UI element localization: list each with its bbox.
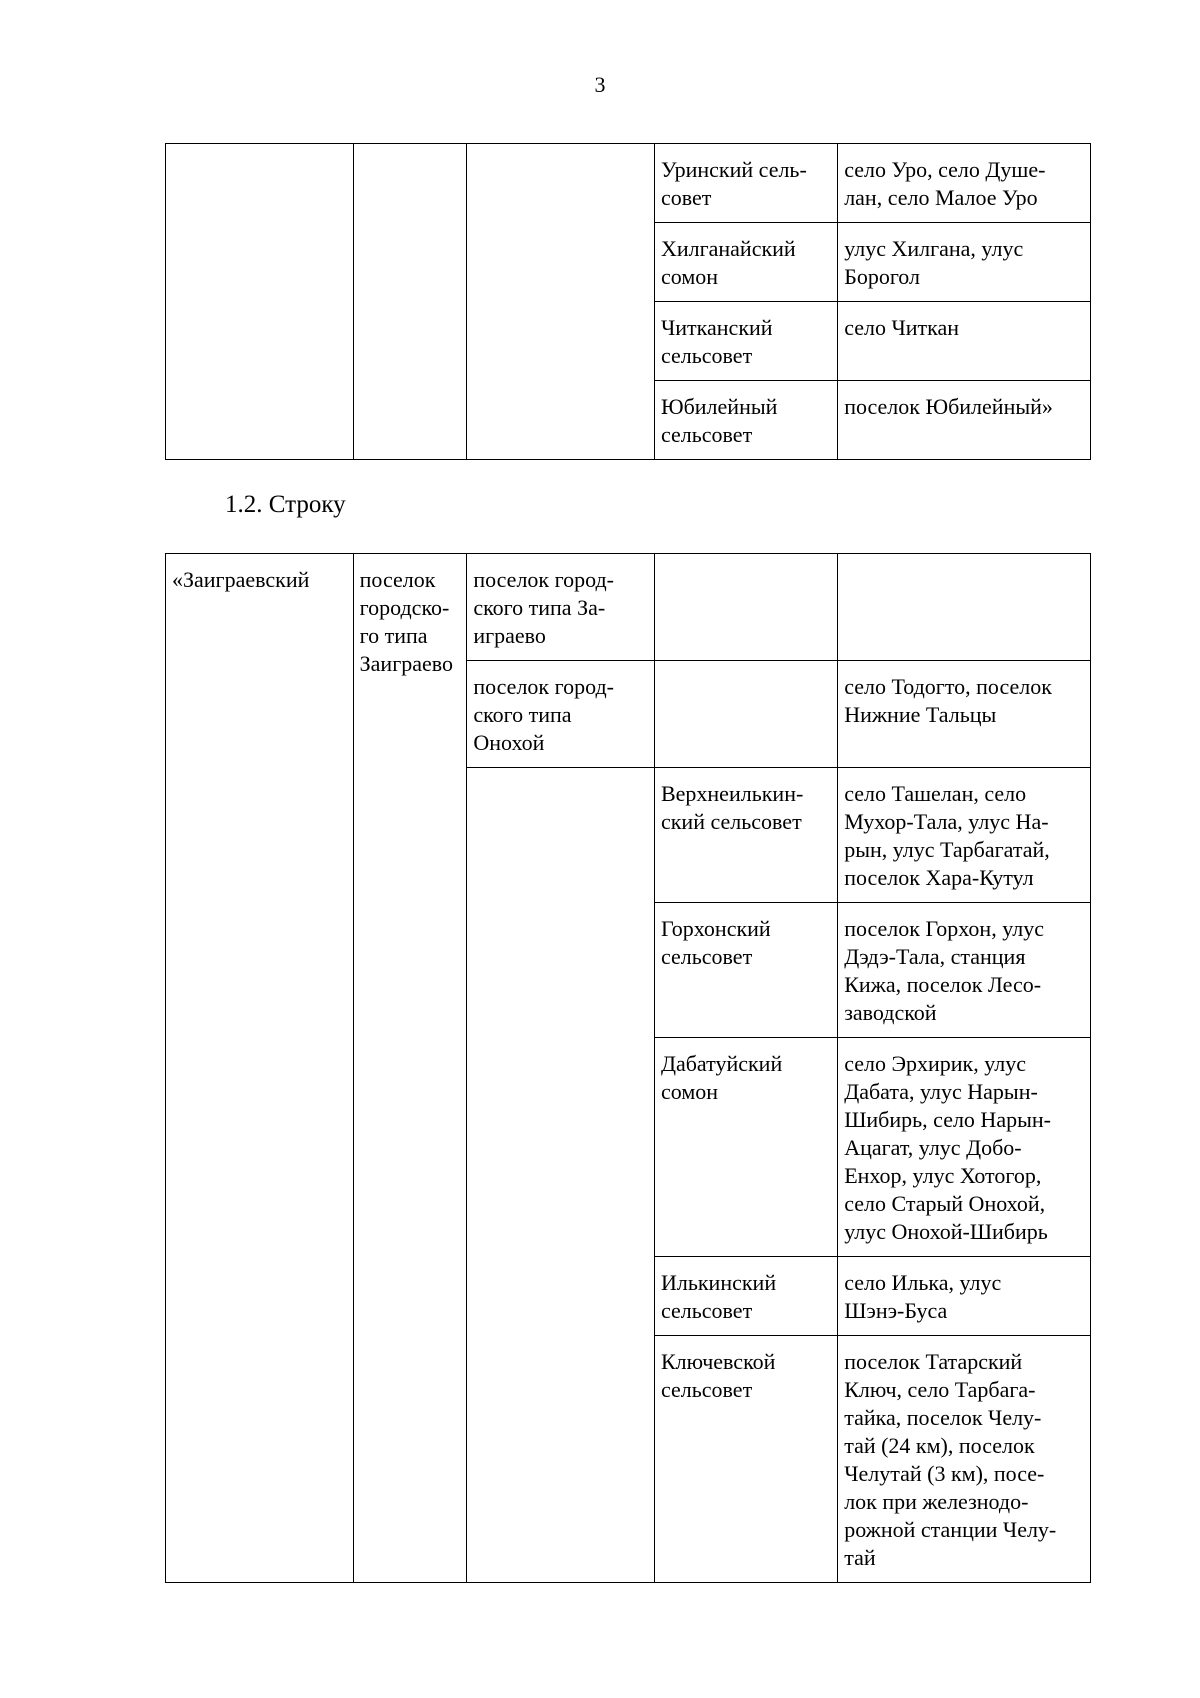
admin-unit-name <box>654 661 837 768</box>
settlements-list: поселок Татарский Ключ, село Тарбага- тайка, поселок Челу- тай (24 км), поселок Челутай (3 км), посе- лок при железнодо- рожной станции Челу- тай <box>838 1336 1091 1583</box>
admin-unit-name: Уринский сель- совет <box>654 144 837 223</box>
settlements-list <box>838 554 1091 661</box>
page-number: 3 <box>594 72 606 97</box>
settlement-cell: поселок город- ского типа Онохой <box>467 661 655 768</box>
table-row <box>166 554 1091 661</box>
settlement-cell <box>467 144 655 460</box>
settlements-list: поселок Горхон, улус Дэдэ-Тала, станция Кижа, поселок Лесо- заводской <box>838 903 1091 1038</box>
admin-unit-name: Хилганайский сомон <box>654 223 837 302</box>
admin-unit-name <box>654 554 837 661</box>
admin-unit-name: Горхонский сельсовет <box>654 903 837 1038</box>
district-cell: «Заиграевский <box>166 554 354 1583</box>
settlements-list: село Илька, улус Шэнэ-Буса <box>838 1257 1091 1336</box>
admin-unit-name: Верхнеилькин- ский сельсовет <box>654 768 837 903</box>
admin-unit-name: Ключевской сельсовет <box>654 1336 837 1583</box>
table-row <box>166 144 1091 223</box>
settlements-list: село Читкан <box>838 302 1091 381</box>
admin-unit-name: Юбилейный сельсовет <box>654 381 837 460</box>
district-cell <box>166 144 354 460</box>
admin-unit-name: Илькинский сельсовет <box>654 1257 837 1336</box>
settlements-list: село Эрхирик, улус Дабата, улус Нарын- Шибирь, село Нарын- Ацагат, улус Добо- Енхор, улус Хотогор, село Старый Онохой, улус Онохой-Шибирь <box>838 1038 1091 1257</box>
settlements-list: улус Хилгана, улус Борогол <box>838 223 1091 302</box>
admin-unit-name: Дабатуйский сомон <box>654 1038 837 1257</box>
settlements-list: село Уро, село Душе- лан, село Малое Уро <box>838 144 1091 223</box>
admin-unit-name: Читканский сельсовет <box>654 302 837 381</box>
settlement-cell-empty <box>467 768 655 1583</box>
settlements-list: село Тодогто, поселок Нижние Тальцы <box>838 661 1091 768</box>
settlement-cell: поселок город- ского типа За- играево <box>467 554 655 661</box>
table-continuation <box>165 143 1091 460</box>
center-cell <box>353 144 467 460</box>
section-heading: 1.2. Строку <box>225 491 346 518</box>
table-zaigraevsky <box>165 553 1091 1583</box>
settlements-list: поселок Юбилейный» <box>838 381 1091 460</box>
settlements-list: село Ташелан, село Мухор-Тала, улус На- рын, улус Тарбагатай, поселок Хара-Кутул <box>838 768 1091 903</box>
center-cell: поселок городско- го типа Заиграево <box>353 554 467 1583</box>
